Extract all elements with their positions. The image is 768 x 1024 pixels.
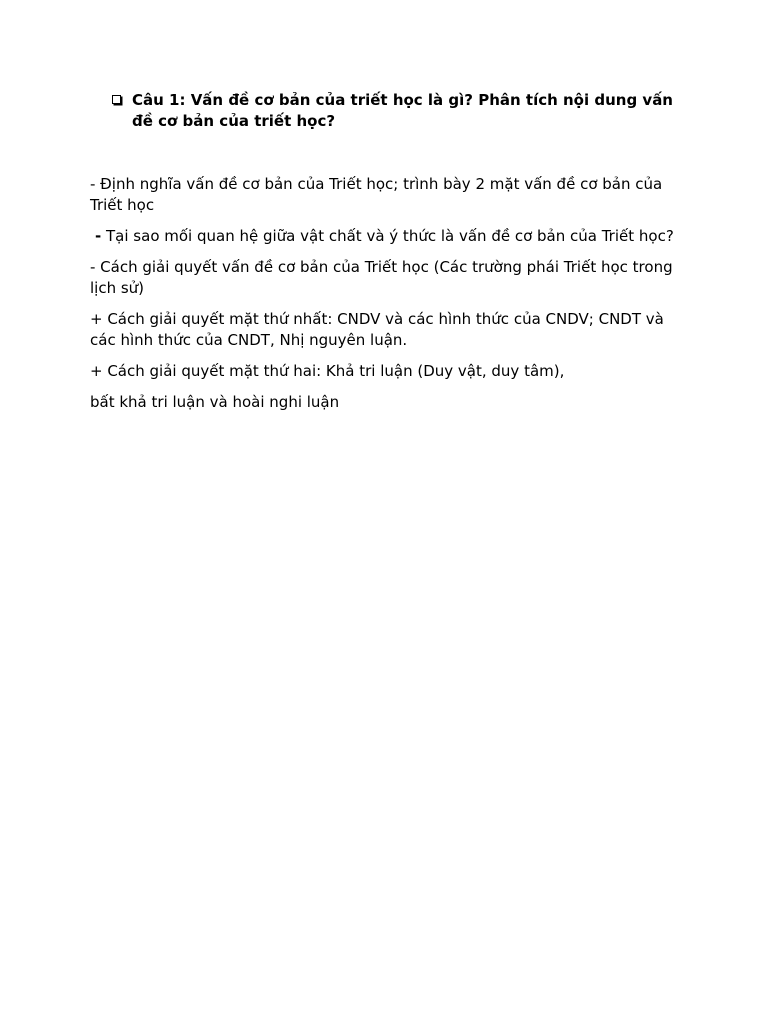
outline-item-second-aspect-cont: bất khả tri luận và hoài nghi luận [90,393,340,411]
question-heading-text: Câu 1: Vấn đề cơ bản của triết học là gì? Phân tích nội dung vấn đề cơ bản của triết học? [132,91,673,130]
outline-item-first-aspect: + Cách giải quyết mặt thứ nhất: CNDV và các hình thức của CNDV; CNDT và các hình thức của CNDT, Nhị nguyên luận. [90,310,664,349]
square-bullet-icon [112,95,121,104]
question-heading [112,90,692,132]
outline-item-second-aspect: + Cách giải quyết mặt thứ hai: Khả tri luận (Duy vật, duy tâm), [90,362,565,380]
outline-item-why-text: Tại sao mối quan hệ giữa vật chất và ý thức là vấn đề cơ bản của Triết học? [106,227,674,245]
answer-outline [90,174,690,423]
outline-item-solutions: - Cách giải quyết vấn đề cơ bản của Triết học (Các trường phái Triết học trong lịch sử) [90,258,673,297]
bold-dash: - [95,227,102,245]
outline-item-why [90,226,690,247]
outline-item-definition: - Định nghĩa vấn đề cơ bản của Triết học; trình bày 2 mặt vấn đề cơ bản của Triết học [90,175,663,214]
